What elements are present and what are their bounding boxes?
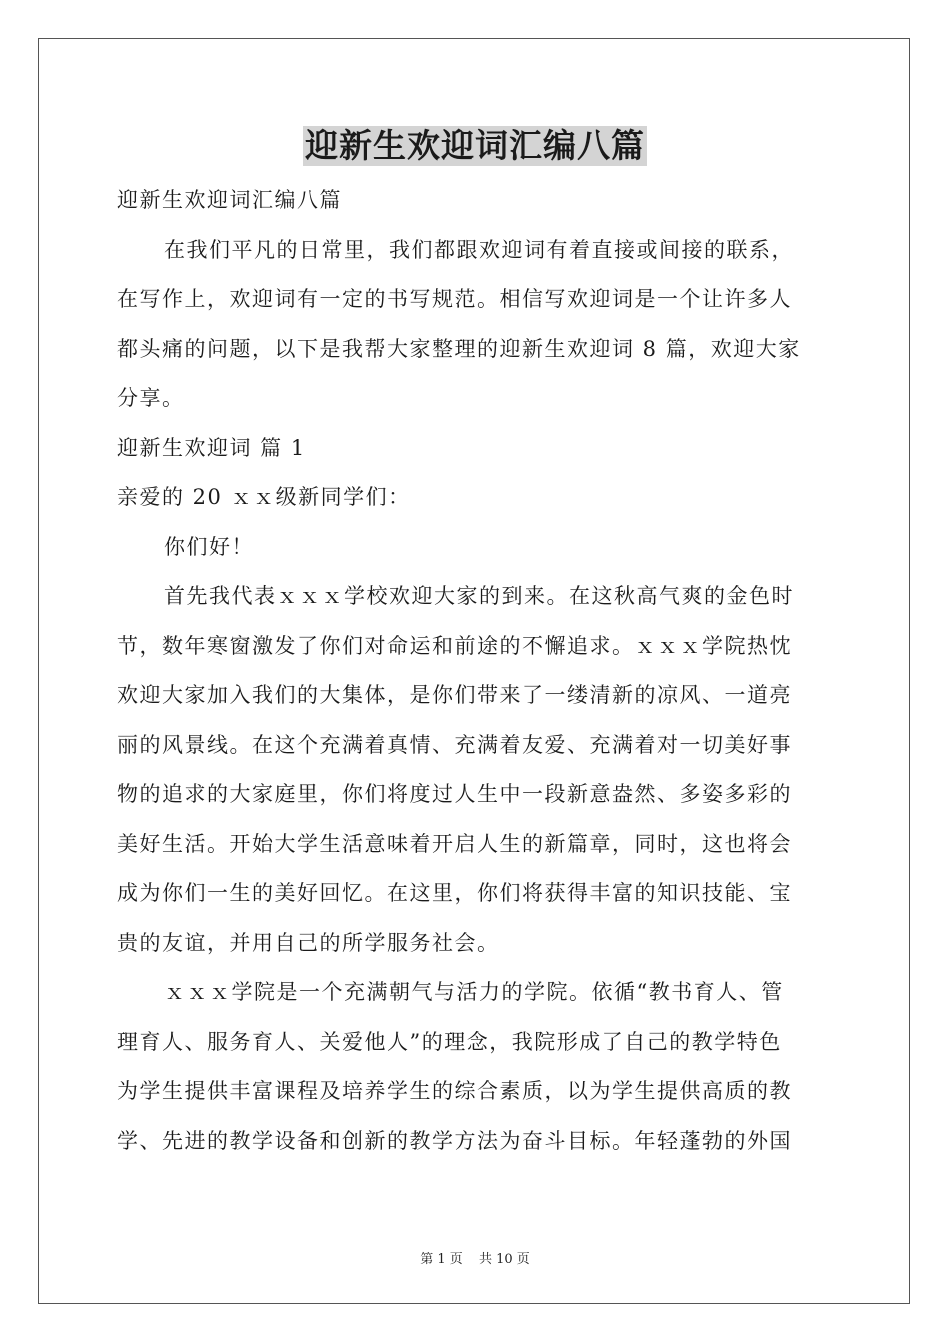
paragraph-line: 贵的友谊，并用自己的所学服务社会。 xyxy=(117,930,500,955)
paragraph-line: 丽的风景线。在这个充满着真情、充满着友爱、充满着对一切美好事 xyxy=(117,732,792,757)
paragraph-line: 欢迎大家加入我们的大集体，是你们带来了一缕清新的凉风、一道亮 xyxy=(117,683,792,707)
paragraph-line: 成为你们一生的美好回忆。在这里，你们将获得丰富的知识技能、宝 xyxy=(117,881,792,905)
paragraph-line: 都头痛的问题，以下是我帮大家整理的迎新生欢迎词 8 篇，欢迎大家 xyxy=(117,336,801,361)
paragraph-line: 美好生活。开始大学生活意味着开启人生的新篇章，同时，这也将会 xyxy=(117,831,792,856)
paragraph-line: 节，数年寒窗激发了你们对命运和前途的不懈追求。ｘｘｘ学院热忱 xyxy=(117,633,792,658)
paragraph-line: 学、先进的教学设备和创新的教学方法为奋斗目标。年轻蓬勃的外国 xyxy=(117,1128,792,1153)
paragraph-line: 为学生提供丰富课程及培养学生的综合素质，以为学生提供高质的教 xyxy=(117,1079,792,1103)
document-body xyxy=(117,176,837,1166)
greeting-line: 你们好！ xyxy=(164,534,254,559)
page-total: 共 10 页 xyxy=(478,1252,530,1267)
page-number: 第 1 页 xyxy=(420,1252,463,1267)
paragraph-line: 在我们平凡的日常里，我们都跟欢迎词有着直接或间接的联系， xyxy=(164,237,794,262)
paragraph-line: 物的追求的大家庭里，你们将度过人生中一段新意盎然、多姿多彩的 xyxy=(117,782,792,806)
title-container xyxy=(0,126,950,166)
paragraph-line: 分享。 xyxy=(117,386,185,410)
document-title: 迎新生欢迎词汇编八篇 xyxy=(305,126,645,165)
salutation-line: 亲爱的 20 ｘｘ级新同学们： xyxy=(117,485,411,509)
page-footer xyxy=(0,1248,950,1267)
paragraph-line: 首先我代表ｘｘｘ学校欢迎大家的到来。在这秋高气爽的金色时 xyxy=(164,584,794,608)
paragraph-line: 理育人、服务育人、关爱他人”的理念，我院形成了自己的教学特色 xyxy=(117,1029,782,1054)
paragraph-line: ｘｘｘ学院是一个充满朝气与活力的学院。依循“教书育人、管 xyxy=(164,980,784,1004)
subtitle-line: 迎新生欢迎词汇编八篇 xyxy=(117,188,342,212)
paragraph-line: 在写作上，欢迎词有一定的书写规范。相信写欢迎词是一个让许多人 xyxy=(117,287,792,311)
section-heading: 迎新生欢迎词 篇 1 xyxy=(117,435,306,460)
